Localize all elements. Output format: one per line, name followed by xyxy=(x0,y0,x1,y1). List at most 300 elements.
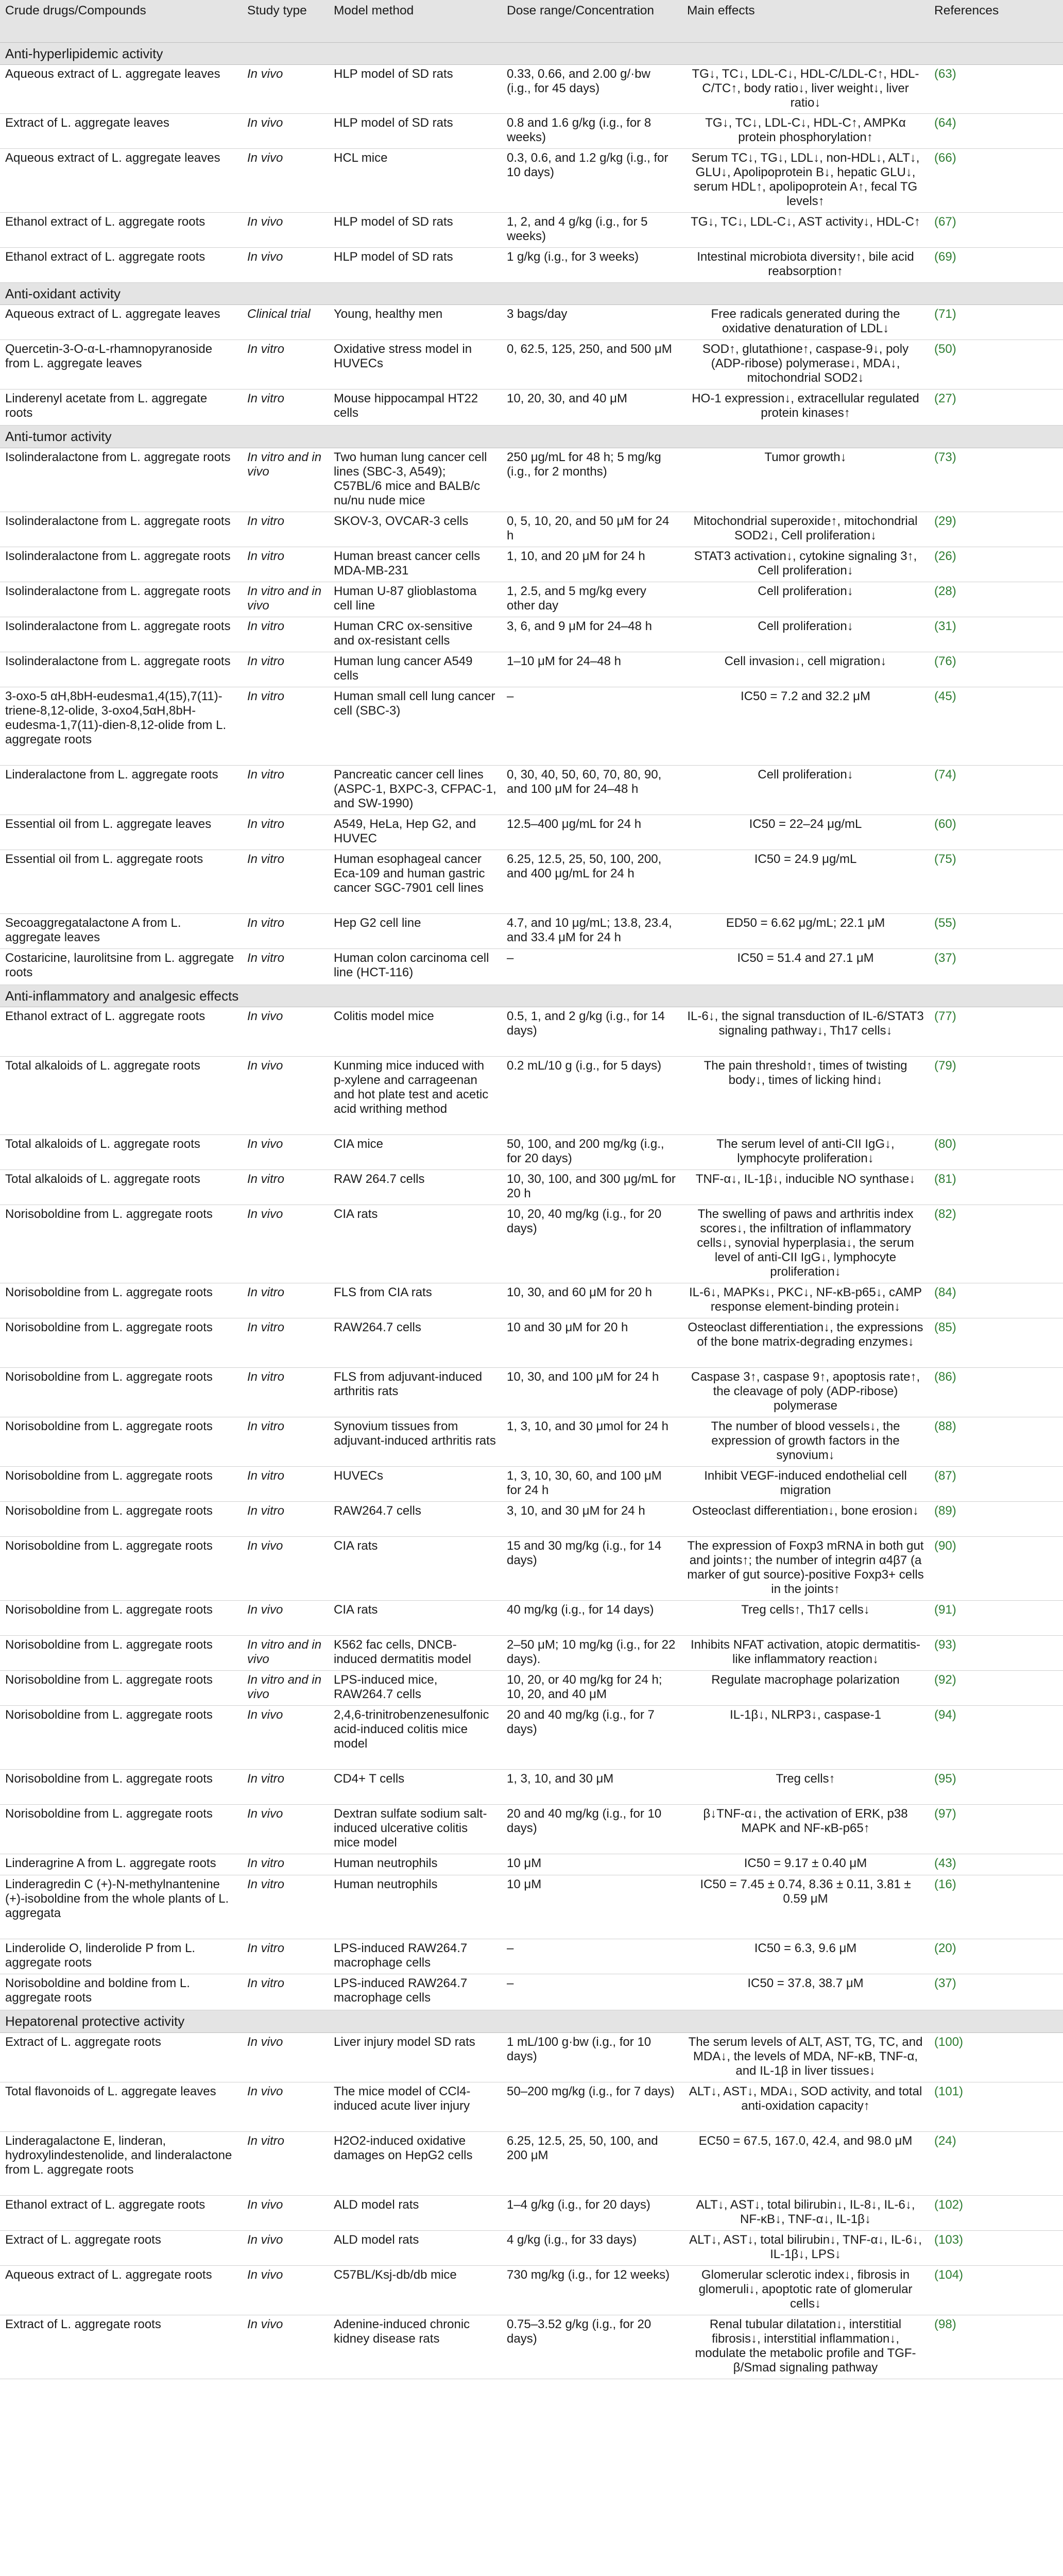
study-type-cell: In vitro and in vivo xyxy=(242,582,329,617)
model-cell: CIA rats xyxy=(329,1601,502,1636)
study-type-cell: In vitro xyxy=(242,1974,329,2010)
reference-cell[interactable]: (67) xyxy=(929,212,1063,247)
reference-cell[interactable]: (71) xyxy=(929,305,1063,340)
drug-cell: Norisoboldine from L. aggregate roots xyxy=(0,1467,242,1502)
model-cell: Hep G2 cell line xyxy=(329,913,502,948)
model-cell: HLP model of SD rats xyxy=(329,212,502,247)
table-row xyxy=(0,582,1063,617)
reference-cell[interactable]: (29) xyxy=(929,512,1063,547)
dose-cell: 50–200 mg/kg (i.g., for 7 days) xyxy=(502,2082,682,2131)
study-type-cell: In vitro xyxy=(242,1854,329,1875)
model-cell: 2,4,6-trinitrobenzenesulfonic acid-induced colitis mice model xyxy=(329,1706,502,1770)
table-row xyxy=(0,1601,1063,1636)
table-row xyxy=(0,617,1063,652)
reference-cell[interactable]: (88) xyxy=(929,1417,1063,1467)
effects-cell: STAT3 activation↓, cytokine signaling 3↑, Cell proliferation↓ xyxy=(682,547,929,582)
drug-cell: Total alkaloids of L. aggregate roots xyxy=(0,1057,242,1135)
model-cell: HCL mice xyxy=(329,148,502,212)
reference-cell[interactable]: (95) xyxy=(929,1770,1063,1805)
dose-cell: 1 mL/100 g·bw (i.g., for 10 days) xyxy=(502,2032,682,2082)
model-cell: Human neutrophils xyxy=(329,1854,502,1875)
effects-cell: Cell invasion↓, cell migration↓ xyxy=(682,652,929,687)
study-type-cell: In vitro xyxy=(242,1502,329,1537)
model-cell: ALD model rats xyxy=(329,2195,502,2230)
effects-cell: TG↓, TC↓, LDL-C↓, HDL-C↑, AMPKα protein phosphorylation↑ xyxy=(682,113,929,148)
study-type-cell: In vivo xyxy=(242,64,329,113)
effects-cell: IC50 = 9.17 ± 0.40 μM xyxy=(682,1854,929,1875)
model-cell: LPS-induced mice, RAW264.7 cells xyxy=(329,1671,502,1706)
effects-cell: Treg cells↑ xyxy=(682,1770,929,1805)
reference-cell[interactable]: (79) xyxy=(929,1057,1063,1135)
dose-cell: 10, 30, and 60 μM for 20 h xyxy=(502,1283,682,1318)
header-cell-references: References xyxy=(929,0,1063,42)
model-cell: CIA rats xyxy=(329,1537,502,1601)
table-row xyxy=(0,340,1063,389)
dose-cell: – xyxy=(502,1974,682,2010)
drug-cell: Norisoboldine from L. aggregate roots xyxy=(0,1417,242,1467)
study-type-cell: In vivo xyxy=(242,2032,329,2082)
dose-cell: 1–10 μM for 24–48 h xyxy=(502,652,682,687)
study-type-cell: In vivo xyxy=(242,2315,329,2379)
drug-cell: Norisoboldine from L. aggregate roots xyxy=(0,1205,242,1283)
table-row xyxy=(0,1770,1063,1805)
model-cell: K562 fac cells, DNCB-induced dermatitis model xyxy=(329,1636,502,1671)
table-row xyxy=(0,212,1063,247)
model-cell: Human small cell lung cancer cell (SBC-3) xyxy=(329,687,502,765)
effects-cell: Caspase 3↑, caspase 9↑, apoptosis rate↑, the cleavage of poly (ADP-ribose) polymerase xyxy=(682,1368,929,1417)
dose-cell: 1, 3, 10, and 30 μM xyxy=(502,1770,682,1805)
dose-cell: 1 g/kg (i.g., for 3 weeks) xyxy=(502,247,682,282)
reference-cell[interactable]: (90) xyxy=(929,1537,1063,1601)
header-cell-effects: Main effects xyxy=(682,0,929,42)
section-row xyxy=(0,985,1063,1007)
study-type-cell: In vitro xyxy=(242,765,329,815)
effects-cell: SOD↑, glutathione↑, caspase-9↓, poly (ADP-ribose) polymerase↓, MDA↓, mitochondrial SOD2↓ xyxy=(682,340,929,389)
study-type-cell: Clinical trial xyxy=(242,305,329,340)
section-title: Anti-hyperlipidemic activity xyxy=(0,42,1063,64)
effects-cell: Renal tubular dilatation↓, interstitial fibrosis↓, interstitial inflammation↓, modulate the metabolic profile and TGF-β/Smad signaling pathway xyxy=(682,2315,929,2379)
effects-cell: Serum TC↓, TG↓, LDL↓, non-HDL↓, ALT↓, GLU↓, Apolipoprotein B↓, hepatic GLU↓, serum HDL↑, apolipoprotein A↑, fecal TG levels↑ xyxy=(682,148,929,212)
drug-cell: Linderenyl acetate from L. aggregate roots xyxy=(0,389,242,426)
study-type-cell: In vitro xyxy=(242,1467,329,1502)
reference-cell[interactable]: (86) xyxy=(929,1368,1063,1417)
dose-cell: 4.7, and 10 μg/mL; 13.8, 23.4, and 33.4 μM for 24 h xyxy=(502,913,682,948)
reference-cell[interactable]: (60) xyxy=(929,815,1063,850)
reference-cell[interactable]: (104) xyxy=(929,2265,1063,2315)
table-row xyxy=(0,2195,1063,2230)
dose-cell: 10 μM xyxy=(502,1854,682,1875)
drug-cell: Norisoboldine from L. aggregate roots xyxy=(0,1368,242,1417)
table-row xyxy=(0,1939,1063,1974)
dose-cell: 20 and 40 mg/kg (i.g., for 7 days) xyxy=(502,1706,682,1770)
study-type-cell: In vitro xyxy=(242,913,329,948)
table-row xyxy=(0,2131,1063,2195)
table-row xyxy=(0,1368,1063,1417)
drug-cell: Norisoboldine from L. aggregate roots xyxy=(0,1770,242,1805)
table-row xyxy=(0,2315,1063,2379)
effects-cell: EC50 = 67.5, 167.0, 42.4, and 98.0 μM xyxy=(682,2131,929,2195)
dose-cell: – xyxy=(502,948,682,985)
reference-cell[interactable]: (63) xyxy=(929,64,1063,113)
table-row xyxy=(0,1706,1063,1770)
dose-cell: 0.33, 0.66, and 2.00 g/·bw (i.g., for 45 days) xyxy=(502,64,682,113)
model-cell: Dextran sulfate sodium salt-induced ulcerative colitis mice model xyxy=(329,1805,502,1854)
study-type-cell: In vitro xyxy=(242,1170,329,1205)
model-cell: Mouse hippocampal HT22 cells xyxy=(329,389,502,426)
reference-cell[interactable]: (97) xyxy=(929,1805,1063,1854)
effects-cell: Treg cells↑, Th17 cells↓ xyxy=(682,1601,929,1636)
drug-cell: Isolinderalactone from L. aggregate roots xyxy=(0,582,242,617)
drug-cell: Aqueous extract of L. aggregate roots xyxy=(0,2265,242,2315)
model-cell: Kunming mice induced with p-xylene and carrageenan and hot plate test and acetic acid writhing method xyxy=(329,1057,502,1135)
effects-cell: Glomerular sclerotic index↓, fibrosis in glomeruli↓, apoptotic rate of glomerular cells↓ xyxy=(682,2265,929,2315)
study-type-cell: In vivo xyxy=(242,2195,329,2230)
section-row xyxy=(0,42,1063,64)
dose-cell: – xyxy=(502,1939,682,1974)
reference-cell[interactable]: (94) xyxy=(929,1706,1063,1770)
dose-cell: 4 g/kg (i.g., for 33 days) xyxy=(502,2230,682,2265)
model-cell: Human esophageal cancer Eca-109 and human gastric cancer SGC-7901 cell lines xyxy=(329,850,502,913)
study-type-cell: In vitro xyxy=(242,1368,329,1417)
table-row xyxy=(0,305,1063,340)
model-cell: Human U-87 glioblastoma cell line xyxy=(329,582,502,617)
drug-cell: Linderalactone from L. aggregate roots xyxy=(0,765,242,815)
effects-cell: Cell proliferation↓ xyxy=(682,765,929,815)
reference-cell[interactable]: (37) xyxy=(929,948,1063,985)
table-row xyxy=(0,913,1063,948)
table-row xyxy=(0,652,1063,687)
reference-cell[interactable]: (82) xyxy=(929,1205,1063,1283)
effects-cell: The expression of Foxp3 mRNA in both gut and joints↑; the number of integrin α4β7 (a marker of gut source)-positive Foxp3+ cells in the joints↑ xyxy=(682,1537,929,1601)
header-cell-dose: Dose range/Concentration xyxy=(502,0,682,42)
table-row xyxy=(0,113,1063,148)
dose-cell: 0.75–3.52 g/kg (i.g., for 20 days) xyxy=(502,2315,682,2379)
reference-cell[interactable]: (81) xyxy=(929,1170,1063,1205)
drug-cell: Total flavonoids of L. aggregate leaves xyxy=(0,2082,242,2131)
model-cell: CIA rats xyxy=(329,1205,502,1283)
effects-cell: IC50 = 7.45 ± 0.74, 8.36 ± 0.11, 3.81 ± 0.59 μM xyxy=(682,1875,929,1939)
reference-cell[interactable]: (98) xyxy=(929,2315,1063,2379)
reference-cell[interactable]: (91) xyxy=(929,1601,1063,1636)
reference-cell[interactable]: (100) xyxy=(929,2032,1063,2082)
model-cell: RAW264.7 cells xyxy=(329,1318,502,1368)
effects-cell: The swelling of paws and arthritis index scores↓, the infiltration of inflammatory cells↓, synovial hyperplasia↓, the serum level of anti-CII IgG↓, lymphocyte proliferation↓ xyxy=(682,1205,929,1283)
dose-cell: 50, 100, and 200 mg/kg (i.g., for 20 days) xyxy=(502,1135,682,1170)
reference-cell[interactable]: (93) xyxy=(929,1636,1063,1671)
reference-cell[interactable]: (103) xyxy=(929,2230,1063,2265)
effects-cell: Osteoclast differentiation↓, the expressions of the bone matrix-degrading enzymes↓ xyxy=(682,1318,929,1368)
model-cell: RAW 264.7 cells xyxy=(329,1170,502,1205)
table-row xyxy=(0,948,1063,985)
reference-cell[interactable]: (31) xyxy=(929,617,1063,652)
dose-cell: 0, 62.5, 125, 250, and 500 μM xyxy=(502,340,682,389)
reference-cell[interactable]: (89) xyxy=(929,1502,1063,1537)
reference-cell[interactable]: (64) xyxy=(929,113,1063,148)
reference-cell[interactable]: (45) xyxy=(929,687,1063,765)
model-cell: Oxidative stress model in HUVECs xyxy=(329,340,502,389)
model-cell: HLP model of SD rats xyxy=(329,247,502,282)
table-row xyxy=(0,448,1063,512)
model-cell: Liver injury model SD rats xyxy=(329,2032,502,2082)
table-row xyxy=(0,1007,1063,1057)
dose-cell: 1, 3, 10, and 30 μmol for 24 h xyxy=(502,1417,682,1467)
table-row xyxy=(0,1283,1063,1318)
dose-cell: 250 μg/mL for 48 h; 5 mg/kg (i.g., for 2 months) xyxy=(502,448,682,512)
effects-cell: ALT↓, AST↓, total bilirubin↓, IL-8↓, IL-6↓, NF-κB↓, TNF-α↓, IL-1β↓ xyxy=(682,2195,929,2230)
reference-cell[interactable]: (37) xyxy=(929,1974,1063,2010)
dose-cell: 2–50 μM; 10 mg/kg (i.g., for 22 days). xyxy=(502,1636,682,1671)
dose-cell: 40 mg/kg (i.g., for 14 days) xyxy=(502,1601,682,1636)
table-row xyxy=(0,815,1063,850)
drug-cell: Norisoboldine from L. aggregate roots xyxy=(0,1805,242,1854)
model-cell: HLP model of SD rats xyxy=(329,113,502,148)
study-type-cell: In vivo xyxy=(242,212,329,247)
reference-cell[interactable]: (28) xyxy=(929,582,1063,617)
header-row xyxy=(0,0,1063,42)
reference-cell[interactable]: (43) xyxy=(929,1854,1063,1875)
reference-cell[interactable]: (77) xyxy=(929,1007,1063,1057)
drug-cell: Essential oil from L. aggregate roots xyxy=(0,850,242,913)
dose-cell: 6.25, 12.5, 25, 50, 100, 200, and 400 μg/mL for 24 h xyxy=(502,850,682,913)
model-cell: FLS from CIA rats xyxy=(329,1283,502,1318)
drug-cell: Norisoboldine from L. aggregate roots xyxy=(0,1706,242,1770)
effects-cell: Osteoclast differentiation↓, bone erosion↓ xyxy=(682,1502,929,1537)
table-row xyxy=(0,1170,1063,1205)
dose-cell: 1, 2, and 4 g/kg (i.g., for 5 weeks) xyxy=(502,212,682,247)
reference-cell[interactable]: (66) xyxy=(929,148,1063,212)
reference-cell[interactable]: (24) xyxy=(929,2131,1063,2195)
study-type-cell: In vivo xyxy=(242,1805,329,1854)
drug-cell: Ethanol extract of L. aggregate roots xyxy=(0,1007,242,1057)
model-cell: Human breast cancer cells MDA-MB-231 xyxy=(329,547,502,582)
table-row xyxy=(0,512,1063,547)
drug-cell: 3-oxo-5 αH,8bH-eudesma1,4(15),7(11)-triene-8,12-olide, 3-oxo4,5αH,8bH-eudesma-1,7(11)-dien-8,12-olide from L. aggregate roots xyxy=(0,687,242,765)
drug-cell: Aqueous extract of L. aggregate leaves xyxy=(0,148,242,212)
dose-cell: 15 and 30 mg/kg (i.g., for 14 days) xyxy=(502,1537,682,1601)
reference-cell[interactable]: (27) xyxy=(929,389,1063,426)
dose-cell: – xyxy=(502,687,682,765)
reference-cell[interactable]: (76) xyxy=(929,652,1063,687)
drug-cell: Norisoboldine from L. aggregate roots xyxy=(0,1502,242,1537)
table-row xyxy=(0,1135,1063,1170)
study-type-cell: In vitro xyxy=(242,1318,329,1368)
table-row xyxy=(0,2032,1063,2082)
model-cell: Two human lung cancer cell lines (SBC-3, A549); C57BL/6 mice and BALB/c nu/nu nude mice xyxy=(329,448,502,512)
reference-cell[interactable]: (75) xyxy=(929,850,1063,913)
drug-cell: Secoaggregatalactone A from L. aggregate leaves xyxy=(0,913,242,948)
section-title: Anti-inflammatory and analgesic effects xyxy=(0,985,1063,1007)
header-cell-model: Model method xyxy=(329,0,502,42)
dose-cell: 0, 30, 40, 50, 60, 70, 80, 90, and 100 μM for 24–48 h xyxy=(502,765,682,815)
study-type-cell: In vitro xyxy=(242,2131,329,2195)
study-type-cell: In vitro xyxy=(242,547,329,582)
table-row xyxy=(0,1467,1063,1502)
table-row xyxy=(0,389,1063,426)
study-type-cell: In vitro xyxy=(242,512,329,547)
table-row xyxy=(0,1805,1063,1854)
model-cell: A549, HeLa, Hep G2, and HUVEC xyxy=(329,815,502,850)
model-cell: Young, healthy men xyxy=(329,305,502,340)
reference-cell[interactable]: (74) xyxy=(929,765,1063,815)
section-title: Anti-oxidant activity xyxy=(0,282,1063,304)
model-cell: Synovium tissues from adjuvant-induced arthritis rats xyxy=(329,1417,502,1467)
reference-cell[interactable]: (87) xyxy=(929,1467,1063,1502)
reference-cell[interactable]: (50) xyxy=(929,340,1063,389)
effects-cell: IL-1β↓, NLRP3↓, caspase-1 xyxy=(682,1706,929,1770)
drug-cell: Ethanol extract of L. aggregate roots xyxy=(0,212,242,247)
model-cell: HLP model of SD rats xyxy=(329,64,502,113)
drug-cell: Total alkaloids of L. aggregate roots xyxy=(0,1170,242,1205)
section-title: Anti-tumor activity xyxy=(0,426,1063,448)
dose-cell: 10, 20, 30, and 40 μM xyxy=(502,389,682,426)
reference-cell[interactable]: (73) xyxy=(929,448,1063,512)
reference-cell[interactable]: (80) xyxy=(929,1135,1063,1170)
dose-cell: 1, 3, 10, 30, 60, and 100 μM for 24 h xyxy=(502,1467,682,1502)
effects-cell: IC50 = 24.9 μg/mL xyxy=(682,850,929,913)
study-type-cell: In vitro xyxy=(242,389,329,426)
drug-cell: Ethanol extract of L. aggregate roots xyxy=(0,247,242,282)
reference-cell[interactable]: (92) xyxy=(929,1671,1063,1706)
study-type-cell: In vivo xyxy=(242,2230,329,2265)
effects-cell: Mitochondrial superoxide↑, mitochondrial SOD2↓, Cell proliferation↓ xyxy=(682,512,929,547)
drug-cell: Norisoboldine from L. aggregate roots xyxy=(0,1601,242,1636)
effects-cell: Inhibit VEGF-induced endothelial cell migration xyxy=(682,1467,929,1502)
dose-cell: 730 mg/kg (i.g., for 12 weeks) xyxy=(502,2265,682,2315)
reference-cell[interactable]: (16) xyxy=(929,1875,1063,1939)
reference-cell[interactable]: (20) xyxy=(929,1939,1063,1974)
model-cell: SKOV-3, OVCAR-3 cells xyxy=(329,512,502,547)
drug-cell: Ethanol extract of L. aggregate roots xyxy=(0,2195,242,2230)
table-row xyxy=(0,1205,1063,1283)
study-type-cell: In vitro xyxy=(242,340,329,389)
effects-cell: TG↓, TC↓, LDL-C↓, HDL-C/LDL-C↑, HDL-C/TC↑, body ratio↓, liver weight↓, liver ratio↓ xyxy=(682,64,929,113)
effects-cell: The number of blood vessels↓, the expression of growth factors in the synovium↓ xyxy=(682,1417,929,1467)
model-cell: CIA mice xyxy=(329,1135,502,1170)
effects-cell: ALT↓, AST↓, total bilirubin↓, TNF-α↓, IL-6↓, IL-1β↓, LPS↓ xyxy=(682,2230,929,2265)
drug-cell: Quercetin-3-O-α-L-rhamnopyranoside from L. aggregate leaves xyxy=(0,340,242,389)
drug-cell: Linderagalactone E, linderan, hydroxylindestenolide, and linderalactone from L. aggregate roots xyxy=(0,2131,242,2195)
study-type-cell: In vivo xyxy=(242,247,329,282)
study-type-cell: In vivo xyxy=(242,113,329,148)
study-type-cell: In vitro xyxy=(242,948,329,985)
dose-cell: 10 μM xyxy=(502,1875,682,1939)
study-type-cell: In vitro xyxy=(242,850,329,913)
effects-cell: ED50 = 6.62 μg/mL; 22.1 μM xyxy=(682,913,929,948)
study-type-cell: In vitro and in vivo xyxy=(242,1636,329,1671)
study-type-cell: In vivo xyxy=(242,1706,329,1770)
study-type-cell: In vivo xyxy=(242,148,329,212)
drug-cell: Extract of L. aggregate roots xyxy=(0,2032,242,2082)
study-type-cell: In vitro and in vivo xyxy=(242,1671,329,1706)
dose-cell: 0.3, 0.6, and 1.2 g/kg (i.g., for 10 days) xyxy=(502,148,682,212)
section-title: Hepatorenal protective activity xyxy=(0,2010,1063,2032)
dose-cell: 0.8 and 1.6 g/kg (i.g., for 8 weeks) xyxy=(502,113,682,148)
model-cell: Human colon carcinoma cell line (HCT-116) xyxy=(329,948,502,985)
study-type-cell: In vivo xyxy=(242,2265,329,2315)
reference-cell[interactable]: (102) xyxy=(929,2195,1063,2230)
study-type-cell: In vitro xyxy=(242,1875,329,1939)
model-cell: Human CRC ox-sensitive and ox-resistant cells xyxy=(329,617,502,652)
dose-cell: 10, 30, and 100 μM for 24 h xyxy=(502,1368,682,1417)
model-cell: H2O2-induced oxidative damages on HepG2 cells xyxy=(329,2131,502,2195)
model-cell: Human lung cancer A549 cells xyxy=(329,652,502,687)
dose-cell: 3, 10, and 30 μM for 24 h xyxy=(502,1502,682,1537)
study-type-cell: In vitro xyxy=(242,652,329,687)
header-cell-drug: Crude drugs/Compounds xyxy=(0,0,242,42)
effects-cell: IC50 = 7.2 and 32.2 μM xyxy=(682,687,929,765)
effects-cell: TNF-α↓, IL-1β↓, inducible NO synthase↓ xyxy=(682,1170,929,1205)
study-type-cell: In vitro xyxy=(242,1417,329,1467)
study-type-cell: In vivo xyxy=(242,1057,329,1135)
study-type-cell: In vitro xyxy=(242,1283,329,1318)
drug-cell: Extract of L. aggregate roots xyxy=(0,2315,242,2379)
table-row xyxy=(0,2082,1063,2131)
reference-cell[interactable]: (69) xyxy=(929,247,1063,282)
study-type-cell: In vivo xyxy=(242,2082,329,2131)
table-row xyxy=(0,1537,1063,1601)
section-row xyxy=(0,282,1063,304)
table-row xyxy=(0,1875,1063,1939)
model-cell: CD4+ T cells xyxy=(329,1770,502,1805)
dose-cell: 6.25, 12.5, 25, 50, 100, and 200 μM xyxy=(502,2131,682,2195)
drug-cell: Extract of L. aggregate leaves xyxy=(0,113,242,148)
table-row xyxy=(0,2230,1063,2265)
drug-cell: Isolinderalactone from L. aggregate roots xyxy=(0,448,242,512)
model-cell: LPS-induced RAW264.7 macrophage cells xyxy=(329,1974,502,2010)
table-row xyxy=(0,1417,1063,1467)
dose-cell: 10, 30, 100, and 300 μg/mL for 20 h xyxy=(502,1170,682,1205)
reference-cell[interactable]: (101) xyxy=(929,2082,1063,2131)
table-row xyxy=(0,765,1063,815)
effects-cell: Cell proliferation↓ xyxy=(682,582,929,617)
reference-cell[interactable]: (84) xyxy=(929,1283,1063,1318)
drug-cell: Costaricine, laurolitsine from L. aggregate roots xyxy=(0,948,242,985)
reference-cell[interactable]: (55) xyxy=(929,913,1063,948)
model-cell: The mice model of CCl4-induced acute liver injury xyxy=(329,2082,502,2131)
table-row xyxy=(0,148,1063,212)
table-row xyxy=(0,1671,1063,1706)
drug-cell: Isolinderalactone from L. aggregate roots xyxy=(0,652,242,687)
drug-cell: Norisoboldine from L. aggregate roots xyxy=(0,1537,242,1601)
effects-cell: IL-6↓, the signal transduction of IL-6/STAT3 signaling pathway↓, Th17 cells↓ xyxy=(682,1007,929,1057)
reference-cell[interactable]: (85) xyxy=(929,1318,1063,1368)
dose-cell: 20 and 40 mg/kg (i.g., for 10 days) xyxy=(502,1805,682,1854)
model-cell: ALD model rats xyxy=(329,2230,502,2265)
model-cell: C57BL/Ksj-db/db mice xyxy=(329,2265,502,2315)
model-cell: Colitis model mice xyxy=(329,1007,502,1057)
table-row xyxy=(0,1854,1063,1875)
table-row xyxy=(0,850,1063,913)
study-type-cell: In vivo xyxy=(242,1205,329,1283)
drug-cell: Norisoboldine from L. aggregate roots xyxy=(0,1636,242,1671)
reference-cell[interactable]: (26) xyxy=(929,547,1063,582)
effects-cell: ALT↓, AST↓, MDA↓, SOD activity, and total anti-oxidation capacity↑ xyxy=(682,2082,929,2131)
drug-cell: Essential oil from L. aggregate leaves xyxy=(0,815,242,850)
dose-cell: 1, 10, and 20 μM for 24 h xyxy=(502,547,682,582)
table-row xyxy=(0,687,1063,765)
drug-cell: Extract of L. aggregate roots xyxy=(0,2230,242,2265)
effects-cell: Tumor growth↓ xyxy=(682,448,929,512)
drug-cell: Linderagredin C (+)-N-methylnantenine (+)-isoboldine from the whole plants of L. aggregata xyxy=(0,1875,242,1939)
drug-cell: Total alkaloids of L. aggregate roots xyxy=(0,1135,242,1170)
effects-cell: Cell proliferation↓ xyxy=(682,617,929,652)
study-type-cell: In vivo xyxy=(242,1007,329,1057)
effects-cell: IC50 = 6.3, 9.6 μM xyxy=(682,1939,929,1974)
model-cell: Pancreatic cancer cell lines (ASPC-1, BXPC-3, CFPAC-1, and SW-1990) xyxy=(329,765,502,815)
drug-cell: Isolinderalactone from L. aggregate roots xyxy=(0,617,242,652)
drug-cell: Norisoboldine from L. aggregate roots xyxy=(0,1671,242,1706)
table-row xyxy=(0,1318,1063,1368)
